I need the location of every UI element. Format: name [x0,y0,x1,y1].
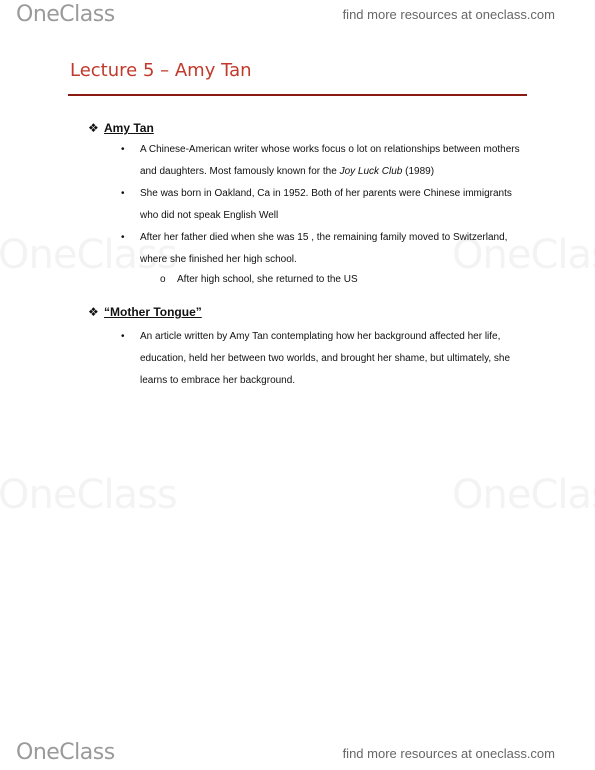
logo-bottom[interactable]: OneClass [16,740,115,765]
section-heading-amy-tan [88,121,154,135]
list-item-text: A Chinese-American writer whose works focus o lot on relationships between mothers and daughters. Most famously known for the Joy Luck Club (1989) [140,144,520,177]
section-heading-label: “Mother Tongue” [104,305,202,319]
watermark [0,472,177,518]
bullet-dot-icon: • [121,331,125,342]
diamond-bullet-icon: ❖ [88,305,99,319]
bullet-dot-icon: • [121,188,125,199]
section-heading-label: Amy Tan [104,121,154,135]
book-title: Joy Luck Club [339,166,403,177]
bullet-dot-icon: • [121,232,125,243]
title-rule [68,94,527,96]
sub-list-item-text: After high school, she returned to the US [177,274,358,285]
resources-link-top[interactable]: find more resources at oneclass.com [342,7,555,22]
resources-link-bottom[interactable]: find more resources at oneclass.com [342,746,555,761]
bullet-dot-icon: • [121,144,125,155]
list-item-text: She was born in Oakland, Ca in 1952. Both of her parents were Chinese immigrants who did not speak English Well [140,188,512,221]
section-heading-mother-tongue [88,305,202,319]
circle-bullet-icon: o [160,274,166,285]
diamond-bullet-icon: ❖ [88,121,99,135]
list-item-text: An article written by Amy Tan contemplating how her background affected her life, education, held her between two worlds, and brought her shame, but ultimately, she learns to embrace her background. [140,331,511,386]
watermark [452,472,595,518]
list-item-text: After her father died when she was 15 , the remaining family moved to Switzerland, where she finished her high school. [140,232,508,265]
page-title: Lecture 5 – Amy Tan [70,60,252,81]
logo-top[interactable]: OneClass [16,2,115,27]
